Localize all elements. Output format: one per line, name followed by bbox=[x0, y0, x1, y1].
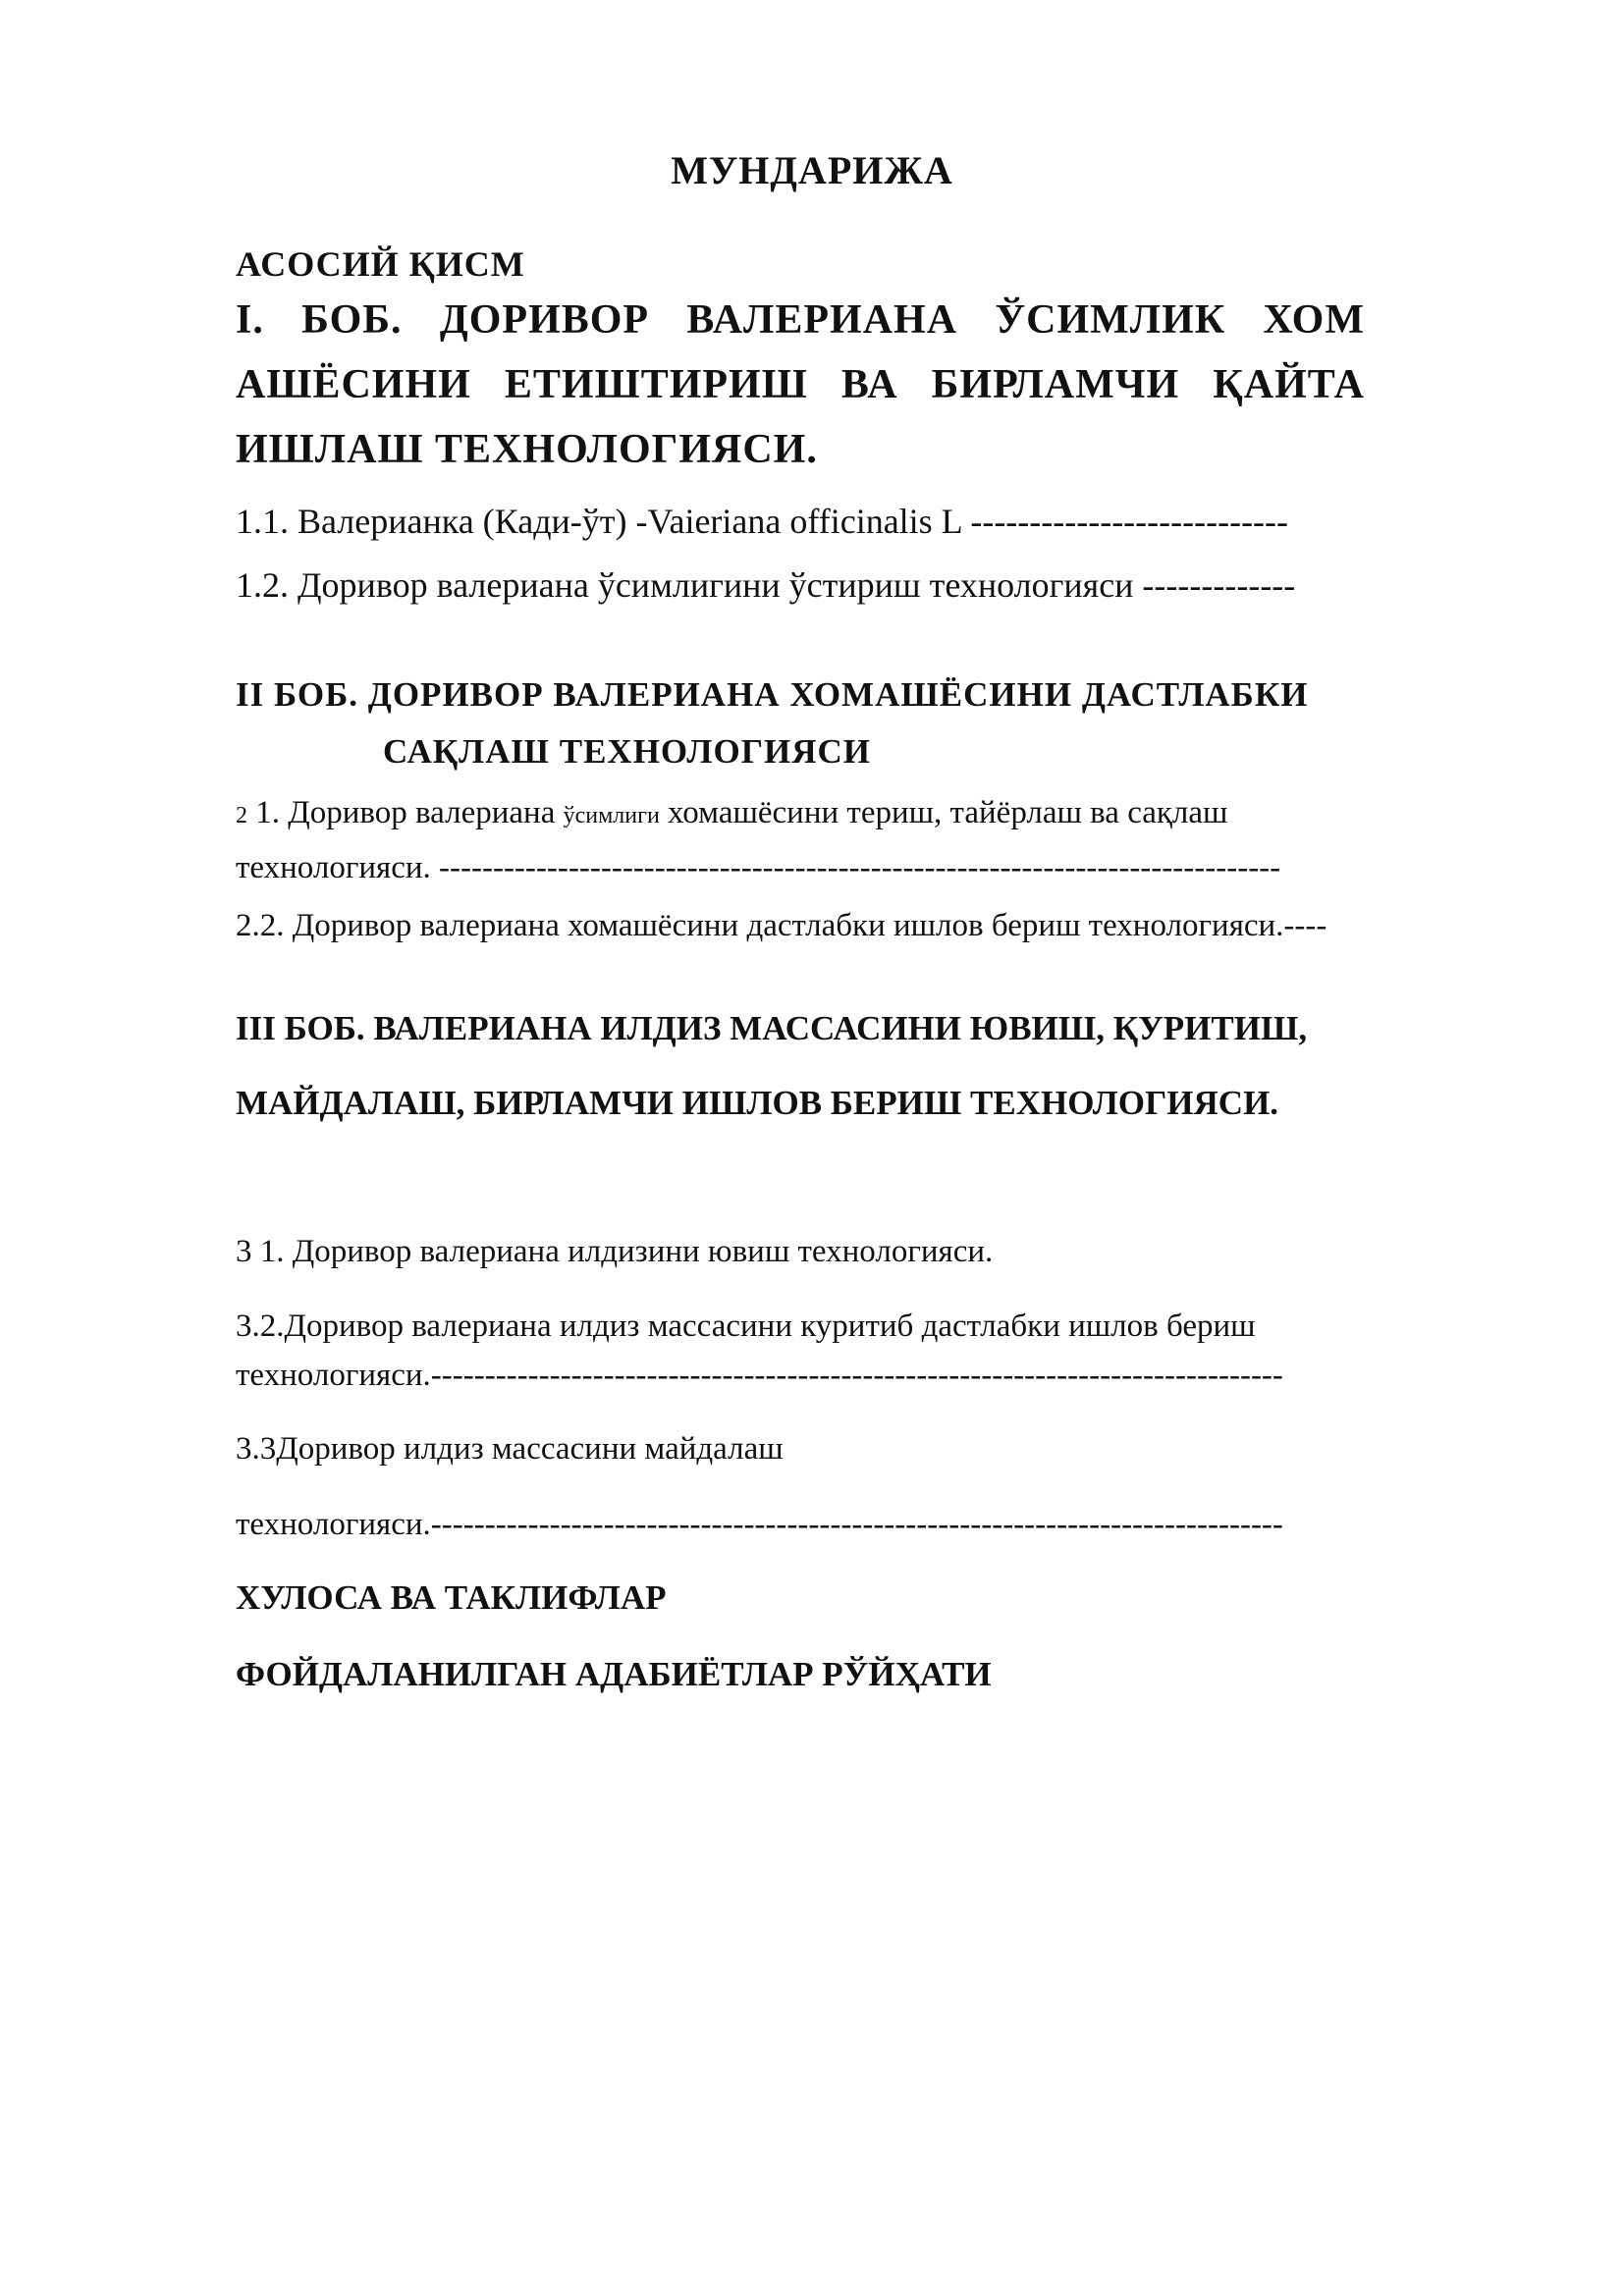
toc-entry-1-1: 1.1. Валерианка (Кади-ўт) -Vaieriana officinalis L --------------------------- bbox=[236, 502, 1289, 541]
toc-entry-2-1-part-b: хомашёсини териш, тайёрлаш ва сақлаш bbox=[659, 795, 1228, 830]
toc-entry-2-1-number: 2 bbox=[236, 803, 247, 828]
chapter2-heading-line2: САҚЛАШ ТЕХНОЛОГИЯСИ bbox=[383, 732, 871, 771]
part-heading: АСОСИЙ ҚИСМ bbox=[236, 244, 525, 284]
conclusion-heading: ХУЛОСА ВА ТАКЛИФЛАР bbox=[236, 1578, 667, 1617]
toc-entry-1-2: 1.2. Доривор валериана ўсимлигини ўстириш технологияси ------------- bbox=[236, 565, 1296, 605]
chapter1-heading-line3: ИШЛАШ ТЕХНОЛОГИЯСИ. bbox=[236, 427, 818, 472]
chapter1-heading-line2: АШЁСИНИ ЕТИШТИРИШ ВА БИРЛАМЧИ ҚАЙТА bbox=[236, 362, 1365, 407]
toc-entry-2-2: 2.2. Доривор валериана хомашёсини дастлабки ишлов бериш технологияси.---- bbox=[236, 908, 1327, 943]
toc-title: МУНДАРИЖА bbox=[671, 148, 953, 192]
chapter3-heading-line1: III БОБ. ВАЛЕРИАНА ИЛДИЗ МАССАСИНИ ЮВИШ, ҚУРИТИШ, bbox=[236, 1009, 1308, 1047]
toc-entry-2-1-part-a: 1. Доривор валериана bbox=[247, 795, 564, 830]
toc-entry-3-3: 3.3Доривор илдиз массасини майдалаш bbox=[236, 1431, 784, 1467]
toc-entry-3-2: 3.2.Доривор валериана илдиз массасини куритиб дастлабки ишлов бериш bbox=[236, 1308, 1256, 1344]
chapter2-heading-line1: II БОБ. ДОРИВОР ВАЛЕРИАНА ХОМАШЁСИНИ ДАСТЛАБКИ bbox=[236, 675, 1309, 714]
toc-entry-2-1-small: ўсимлиги bbox=[563, 803, 660, 828]
toc-entry-3-2-continuation: технологияси.------------------------------------------------------------------------------- bbox=[236, 1358, 1283, 1393]
toc-entry-3-3-continuation: технологияси.------------------------------------------------------------------------------- bbox=[236, 1507, 1283, 1542]
toc-entry-2-1-continuation: технологияси. ------------------------------------------------------------------------------ bbox=[236, 850, 1281, 885]
chapter1-heading-line1: I. БОБ. ДОРИВОР ВАЛЕРИАНА ЎСИМЛИК ХОМ bbox=[236, 297, 1365, 343]
references-heading: ФОЙДАЛАНИЛГАН АДАБИЁТЛАР РЎЙҲАТИ bbox=[236, 1655, 992, 1693]
chapter3-heading-line2: МАЙДАЛАШ, БИРЛАМЧИ ИШЛОВ БЕРИШ ТЕХНОЛОГИЯСИ. bbox=[236, 1084, 1279, 1122]
toc-entry-2-1 bbox=[236, 795, 1227, 831]
toc-entry-3-1: 3 1. Доривор валериана илдизини ювиш технологияси. bbox=[236, 1234, 994, 1269]
